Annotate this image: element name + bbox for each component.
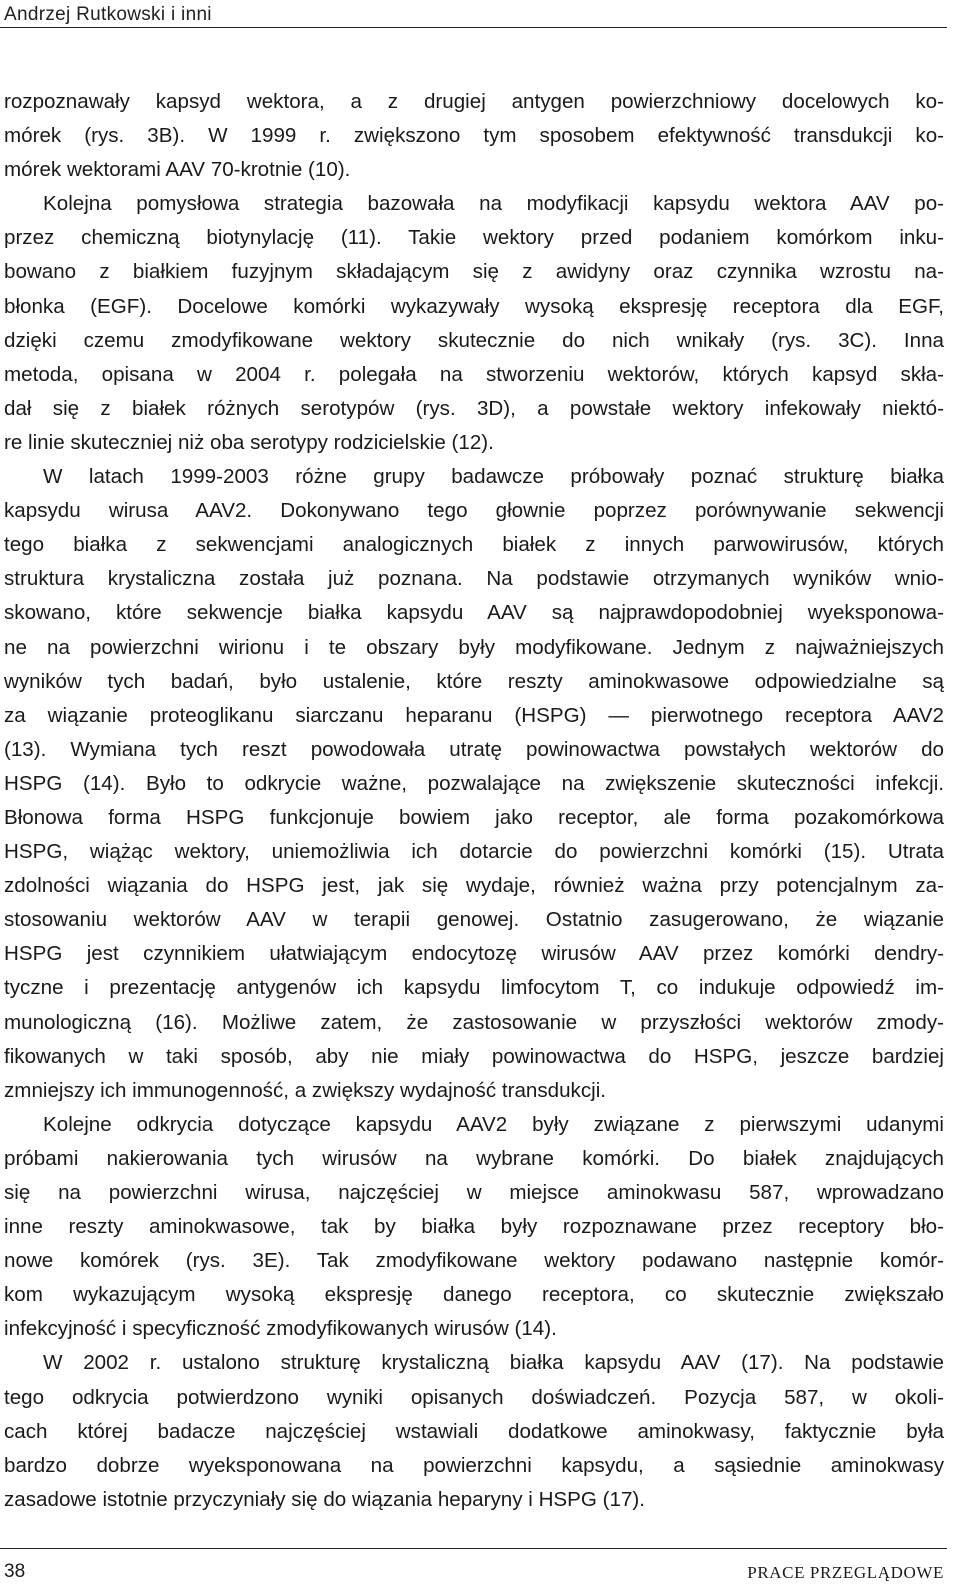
text-line: Kolejne odkrycia dotyczące kapsydu AAV2 były związane z pierwszymi udanymi <box>43 1112 944 1136</box>
text-line: za wiązanie proteoglikanu siarczanu heparanu (HSPG) — pierwotnego receptora AAV2 <box>4 703 944 727</box>
text-line: się na powierzchni wirusa, najczęściej w miejsce aminokwasu 587, wprowadzano <box>4 1181 944 1204</box>
article-body <box>4 85 944 1517</box>
text-line: przez chemiczną biotynylację (11). Takie wektory przed podaniem komórkom inku- <box>4 226 944 250</box>
text-line: tego odkrycia potwierdzono wyniki opisanych doświadczeń. Pozycja 587, w okoli- <box>4 1385 944 1409</box>
text-line: zdolności wiązania do HSPG jest, jak się wydaje, również ważna przy potencjalnym za- <box>4 874 944 898</box>
text-line: mórek (rys. 3B). W 1999 r. zwiększono tym sposobem efektywność transdukcji ko- <box>4 124 944 148</box>
text-line: wyników tych badań, było ustalenie, które reszty aminokwasowe odpowiedzialne są <box>4 669 944 693</box>
running-head: Andrzej Rutkowski i inni <box>4 4 212 25</box>
text-line: cach której badacze najczęściej wstawiali dodatkowe aminokwasy, faktycznie była <box>4 1419 944 1443</box>
text-line: infekcyjność i specyficzność zmodyfikowanych wirusów (14). <box>4 1317 557 1341</box>
text-line: błonka (EGF). Docelowe komórki wykazywały wysoką ekspresję receptora dla EGF, <box>4 294 944 318</box>
text-line: dał się z białek różnych serotypów (rys. 3D), a powstałe wektory infekowały niektó- <box>4 396 944 420</box>
paragraph <box>4 1346 944 1516</box>
text-line: (13). Wymiana tych reszt powodowała utratę powinowactwa powstałych wektorów do <box>4 737 944 761</box>
text-line: fikowanych w taki sposób, aby nie miały powinowactwa do HSPG, jeszcze bardziej <box>4 1044 944 1068</box>
journal-section-label: PRACE PRZEGLĄDOWE <box>747 1563 944 1582</box>
text-line: HSPG jest czynnikiem ułatwiającym endocytozę wirusów AAV przez komórki dendry- <box>4 942 944 966</box>
text-line: kom wykazującym wysoką ekspresję danego receptora, co skutecznie zwiększało <box>4 1283 944 1307</box>
text-line: skowano, które sekwencje białka kapsydu AAV są najprawdopodobniej wyeksponowa- <box>4 601 944 625</box>
paragraph <box>4 187 944 460</box>
paragraph <box>4 460 944 1108</box>
text-line: inne reszty aminokwasowe, tak by białka były rozpoznawane przez receptory bło- <box>4 1215 944 1239</box>
text-line: zmniejszy ich immunogenność, a zwiększy wydajność transdukcji. <box>4 1078 607 1102</box>
paragraph <box>4 85 944 187</box>
text-line: metoda, opisana w 2004 r. polegała na stworzeniu wektorów, których kapsyd skła- <box>4 362 944 386</box>
text-line: bowano z białkiem fuzyjnym składającym się z awidyny oraz czynnika wzrostu na- <box>4 260 944 284</box>
text-line: HSPG, wiążąc wektory, uniemożliwia ich dotarcie do powierzchni komórki (15). Utrata <box>4 840 944 864</box>
text-line: bardzo dobrze wyeksponowana na powierzchni kapsydu, a sąsiednie aminokwasy <box>4 1453 944 1477</box>
text-line: zasadowe istotnie przyczyniały się do wiązania heparyny i HSPG (17). <box>4 1487 645 1511</box>
text-line: Błonowa forma HSPG funkcjonuje bowiem jako receptor, ale forma pozakomórkowa <box>4 805 944 829</box>
text-line: Kolejna pomysłowa strategia bazowała na modyfikacji kapsydu wektora AAV po- <box>43 192 944 216</box>
page-number: 38 <box>4 1561 26 1582</box>
text-line: tyczne i prezentację antygenów ich kapsydu limfocytom T, co indukuje odpowiedź im- <box>4 976 944 1000</box>
text-line: W latach 1999-2003 różne grupy badawcze próbowały poznać strukturę białka <box>43 465 944 489</box>
text-line: HSPG (14). Było to odkrycie ważne, pozwalające na zwiększenie skuteczności infekcji. <box>4 771 944 795</box>
text-line: struktura krystaliczna została już poznana. Na podstawie otrzymanych wyników wnio- <box>4 567 944 591</box>
header-rule <box>0 27 947 28</box>
text-line: stosowaniu wektorów AAV w terapii genowej. Ostatnio zasugerowano, że wiązanie <box>4 908 944 932</box>
footer-rule <box>0 1548 947 1549</box>
text-line: rozpoznawały kapsyd wektora, a z drugiej antygen powierzchniowy docelowych ko- <box>4 90 944 113</box>
text-line: munologiczną (16). Możliwe zatem, że zastosowanie w przyszłości wektorów zmody- <box>4 1010 944 1034</box>
text-line: nowe komórek (rys. 3E). Tak zmodyfikowane wektory podawano następnie komór- <box>4 1249 944 1273</box>
text-line: kapsydu wirusa AAV2. Dokonywano tego głownie poprzez porównywanie sekwencji <box>4 499 944 523</box>
paragraph <box>4 1108 944 1347</box>
text-line: mórek wektorami AAV 70-krotnie (10). <box>4 158 351 182</box>
text-line: dzięki czemu zmodyfikowane wektory skutecznie do nich wnikały (rys. 3C). Inna <box>4 328 944 352</box>
text-line: ne na powierzchni wirionu i te obszary były modyfikowane. Jednym z najważniejszych <box>4 635 944 659</box>
text-line: tego białka z sekwencjami analogicznych białek z innych parwowirusów, których <box>4 533 944 557</box>
text-line: próbami nakierowania tych wirusów na wybrane komórki. Do białek znajdujących <box>4 1146 944 1170</box>
text-line: W 2002 r. ustalono strukturę krystaliczną białka kapsydu AAV (17). Na podstawie <box>43 1351 944 1375</box>
text-line: re linie skuteczniej niż oba serotypy rodzicielskie (12). <box>4 430 494 454</box>
